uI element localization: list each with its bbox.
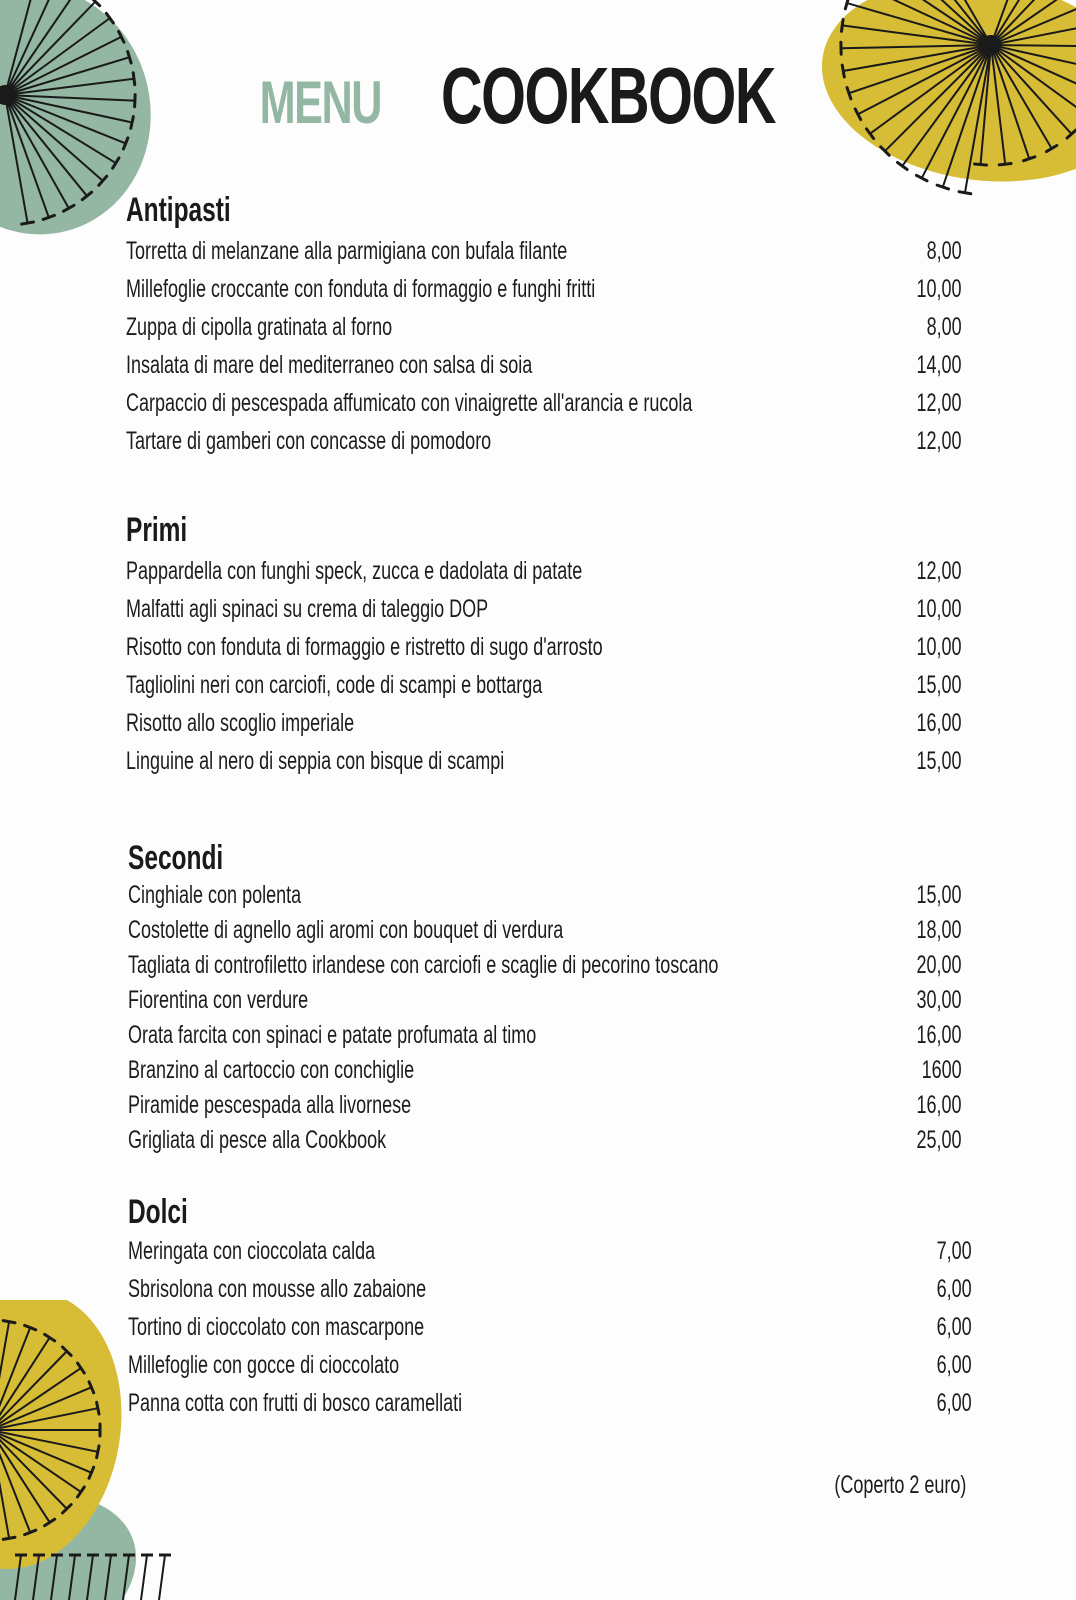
menu-item: [126, 234, 1076, 268]
item-name: Pappardella con funghi speck, zucca e dadolata di patate: [126, 557, 583, 585]
item-name: Fiorentina con verdure: [128, 986, 309, 1014]
section-heading: Primi: [126, 511, 188, 549]
item-price: 14,00: [916, 351, 962, 379]
item-name: Tortino di cioccolato con mascarpone: [128, 1313, 425, 1341]
item-name: Zuppa di cipolla gratinata al forno: [126, 313, 393, 341]
menu-item: [128, 1272, 1076, 1306]
item-name: Linguine al nero di seppia con bisque di scampi: [126, 747, 505, 775]
item-name: Tagliolini neri con carciofi, code di scampi e bottarga: [126, 671, 543, 699]
menu-item: [126, 554, 1076, 588]
menu-item: [126, 272, 1076, 306]
menu-title: [0, 50, 1076, 142]
item-name: Risotto allo scoglio imperiale: [126, 709, 355, 737]
menu-item: [128, 1310, 1076, 1344]
item-price: 12,00: [916, 427, 962, 455]
item-price: 15,00: [916, 671, 962, 699]
item-price: 6,00: [936, 1313, 972, 1341]
item-price: 10,00: [916, 275, 962, 303]
item-price: 16,00: [916, 1021, 962, 1049]
menu-item: [126, 706, 1076, 740]
item-name: Millefoglie croccante con fonduta di formaggio e funghi fritti: [126, 275, 596, 303]
item-name: Tagliata di controfiletto irlandese con carciofi e scaglie di pecorino toscano: [128, 951, 719, 979]
item-price: 8,00: [926, 313, 962, 341]
menu-item: [128, 1088, 1076, 1122]
mustard-sage-dandelion-decoration: [0, 1300, 200, 1600]
menu-item: [128, 878, 1076, 912]
item-name: Insalata di mare del mediterraneo con salsa di soia: [126, 351, 533, 379]
item-price: 12,00: [916, 389, 962, 417]
item-name: Panna cotta con frutti di bosco caramellati: [128, 1389, 463, 1417]
section-heading: Secondi: [128, 839, 224, 877]
item-price: 6,00: [936, 1389, 972, 1417]
item-price: 16,00: [916, 709, 962, 737]
menu-item: [128, 1234, 1076, 1268]
item-name: Tartare di gamberi con concasse di pomodoro: [126, 427, 492, 455]
item-price: 10,00: [916, 633, 962, 661]
item-name: Carpaccio di pescespada affumicato con vinaigrette all'arancia e rucola: [126, 389, 693, 417]
menu-item: [126, 630, 1076, 664]
menu-item: [126, 310, 1076, 344]
item-name: Sbrisolona con mousse allo zabaione: [128, 1275, 427, 1303]
item-name: Piramide pescespada alla livornese: [128, 1091, 412, 1119]
item-price: 15,00: [916, 881, 962, 909]
item-name: Risotto con fonduta di formaggio e ristretto di sugo d'arrosto: [126, 633, 603, 661]
item-name: Costolette di agnello agli aromi con bouquet di verdura: [128, 916, 564, 944]
menu-item: [128, 1123, 1076, 1157]
item-price: 6,00: [936, 1351, 972, 1379]
menu-item: [126, 668, 1076, 702]
item-price: 10,00: [916, 595, 962, 623]
menu-item: [128, 1053, 1076, 1087]
item-price: 30,00: [916, 986, 962, 1014]
menu-item: [126, 592, 1076, 626]
item-name: Malfatti agli spinaci su crema di taleggio DOP: [126, 595, 489, 623]
item-name: Branzino al cartoccio con conchiglie: [128, 1056, 415, 1084]
section-heading: Antipasti: [126, 191, 231, 229]
item-price: 16,00: [916, 1091, 962, 1119]
menu-item: [128, 1018, 1076, 1052]
section-heading: Dolci: [128, 1193, 188, 1231]
item-price: 18,00: [916, 916, 962, 944]
item-price: 6,00: [936, 1275, 972, 1303]
item-price: 1600: [921, 1056, 962, 1084]
menu-item: [128, 913, 1076, 947]
menu-item: [126, 348, 1076, 382]
item-name: Orata farcita con spinaci e patate profumata al timo: [128, 1021, 537, 1049]
item-price: 15,00: [916, 747, 962, 775]
item-price: 7,00: [936, 1237, 972, 1265]
item-name: Cinghiale con polenta: [128, 881, 302, 909]
item-name: Millefoglie con gocce di cioccolato: [128, 1351, 400, 1379]
menu-item: [126, 744, 1076, 778]
item-price: 8,00: [926, 237, 962, 265]
cover-charge-note: (Coperto 2 euro): [833, 1471, 966, 1499]
item-name: Torretta di melanzane alla parmigiana con bufala filante: [126, 237, 568, 265]
item-name: Grigliata di pesce alla Cookbook: [128, 1126, 387, 1154]
menu-item: [128, 1348, 1076, 1382]
menu-item: [126, 386, 1076, 420]
item-name: Meringata con cioccolata calda: [128, 1237, 376, 1265]
item-price: 25,00: [916, 1126, 962, 1154]
menu-item: [126, 424, 1076, 458]
title-cookbook-word: COOKBOOK: [440, 51, 775, 140]
item-price: 12,00: [916, 557, 962, 585]
item-price: 20,00: [916, 951, 962, 979]
menu-item: [128, 983, 1076, 1017]
title-menu-word: MENU: [260, 69, 382, 136]
menu-item: [128, 1386, 1076, 1420]
menu-item: [128, 948, 1076, 982]
